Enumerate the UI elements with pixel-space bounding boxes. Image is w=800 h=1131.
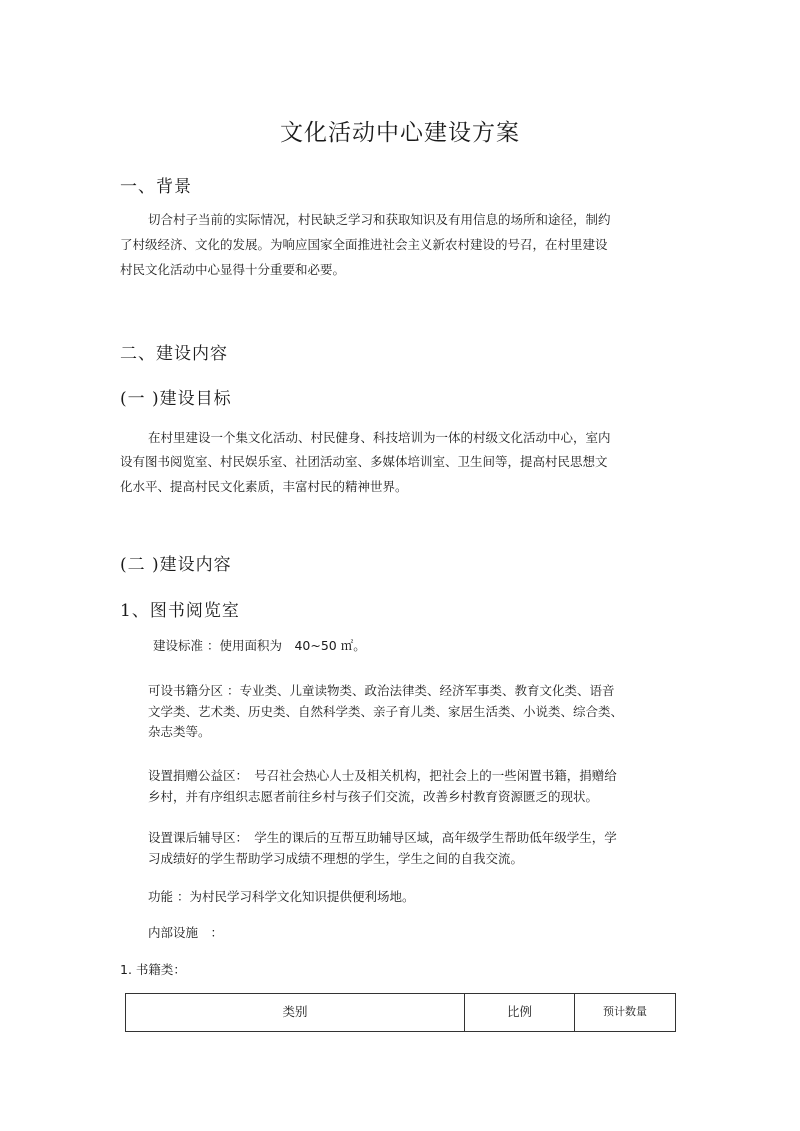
table-header-category: 类别 bbox=[126, 994, 465, 1032]
paragraph-line: 设置捐赠公益区： 号召社会热心人士及相关机构，把社会上的一些闲置书籍，捐赠给 bbox=[148, 768, 617, 783]
table-header-row bbox=[126, 994, 676, 1032]
paragraph-line: 可设书籍分区 ：专业类、儿童读物类、政治法律类、经济军事类、教育文化类、语音 bbox=[148, 683, 615, 698]
page-title: 文化活动中心建设方案 bbox=[280, 120, 520, 146]
books-label: 1. 书籍类： bbox=[120, 962, 186, 977]
paragraph-line: 了村级经济、文化的发展。为响应国家全面推进社会主义新农村建设的号召，在村里建设 bbox=[120, 237, 608, 252]
item-heading-reading-room: 1、图书阅览室 bbox=[120, 601, 240, 621]
paragraph-line: 切合村子当前的实际情况，村民缺乏学习和获取知识及有用信息的场所和途径，制约 bbox=[148, 212, 611, 227]
paragraph-line: 村民文化活动中心显得十分重要和必要。 bbox=[120, 262, 346, 277]
paragraph-line: 设置课后辅导区： 学生的课后的互帮互助辅导区域，高年级学生帮助低年级学生，学 bbox=[148, 830, 617, 845]
subsection-heading-goal: (一 )建设目标 bbox=[120, 389, 232, 409]
construction-standard: 建设标准 ：使用面积为 40~50 ㎡。 bbox=[153, 638, 366, 653]
paragraph-line: 在村里建设一个集文化活动、村民健身、科技培训为一体的村级文化活动中心，室内 bbox=[148, 430, 611, 445]
books-table bbox=[125, 993, 676, 1032]
table-header-quantity: 预计数量 bbox=[575, 994, 676, 1032]
paragraph-line: 杂志类等。 bbox=[148, 724, 211, 739]
facilities-line: 内部设施 ： bbox=[148, 925, 224, 940]
paragraph-line: 文学类、艺术类、历史类、自然科学类、亲子育儿类、家居生活类、小说类、综合类、 bbox=[148, 704, 624, 719]
subsection-heading-content: (二 )建设内容 bbox=[120, 555, 232, 575]
paragraph-line: 习成绩好的学生帮助学习成绩不理想的学生，学生之间的自我交流。 bbox=[148, 851, 524, 866]
function-line: 功能 ：为村民学习科学文化知识提供便利场地。 bbox=[148, 889, 415, 904]
paragraph-line: 设有图书阅览室、村民娱乐室、社团活动室、多媒体培训室、卫生间等，提高村民思想文 bbox=[120, 454, 608, 469]
table-header-ratio: 比例 bbox=[465, 994, 575, 1032]
section-heading-content: 二、建设内容 bbox=[120, 344, 228, 364]
paragraph-line: 化水平、提高村民文化素质，丰富村民的精神世界。 bbox=[120, 479, 408, 494]
section-heading-background: 一、背景 bbox=[120, 177, 192, 197]
paragraph-line: 乡村，并有序组织志愿者前往乡村与孩子们交流，改善乡村教育资源匮乏的现状。 bbox=[148, 789, 599, 804]
